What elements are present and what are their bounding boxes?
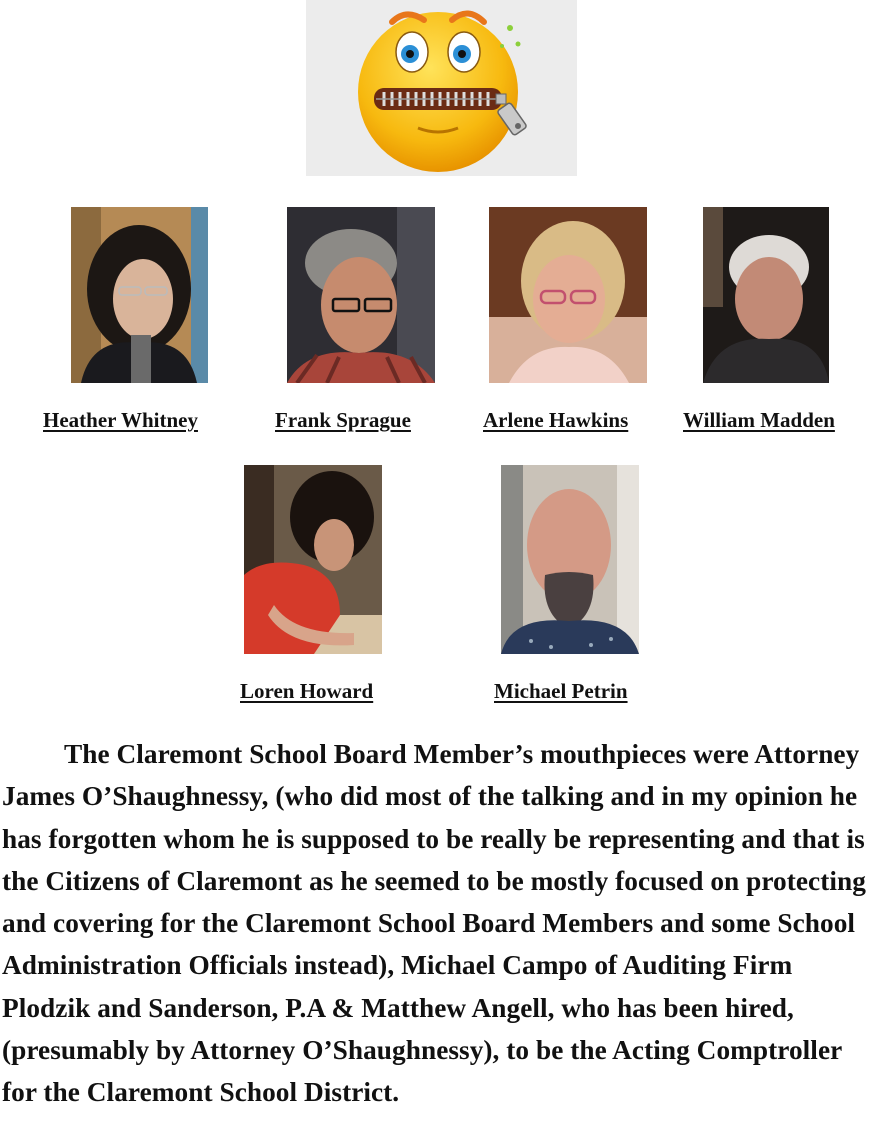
member-photo-heather-whitney <box>71 207 208 383</box>
member-name-frank-sprague: Frank Sprague <box>275 408 411 432</box>
member-photo-william-madden <box>703 207 829 383</box>
member-name-loren-howard: Loren Howard <box>240 679 374 703</box>
member-name-heather-whitney: Heather Whitney <box>43 408 198 432</box>
body-paragraph: The Claremont School Board Member’s mouthpieces were Attorney James O’Shaughnessy, (who did most of the talking and in my opinion he has forgotten whom he is supposed to be really be representing and that is the Citizens of Claremont as he seemed to be mostly focused on protecting and covering for the Claremont School Board Members and some School Administration Officials instead), Michael Campo of Auditing Firm Plodzik and Sanderson, P.A & Matthew Angell, who has been hired, (presumably by Attorney O’Shaughnessy), to be the Acting Comptroller for the Claremont School District. <box>2 739 866 1108</box>
member-name-arlene-hawkins: Arlene Hawkins <box>483 408 629 432</box>
member-name-william-madden: William Madden <box>683 408 835 432</box>
member-photo-loren-howard <box>244 465 382 654</box>
member-photo-michael-petrin <box>501 465 639 654</box>
zipped-mouth-smiley-icon <box>306 0 577 176</box>
member-name-michael-petrin: Michael Petrin <box>494 679 628 703</box>
member-photo-arlene-hawkins <box>489 207 647 383</box>
member-photo-frank-sprague <box>287 207 435 383</box>
